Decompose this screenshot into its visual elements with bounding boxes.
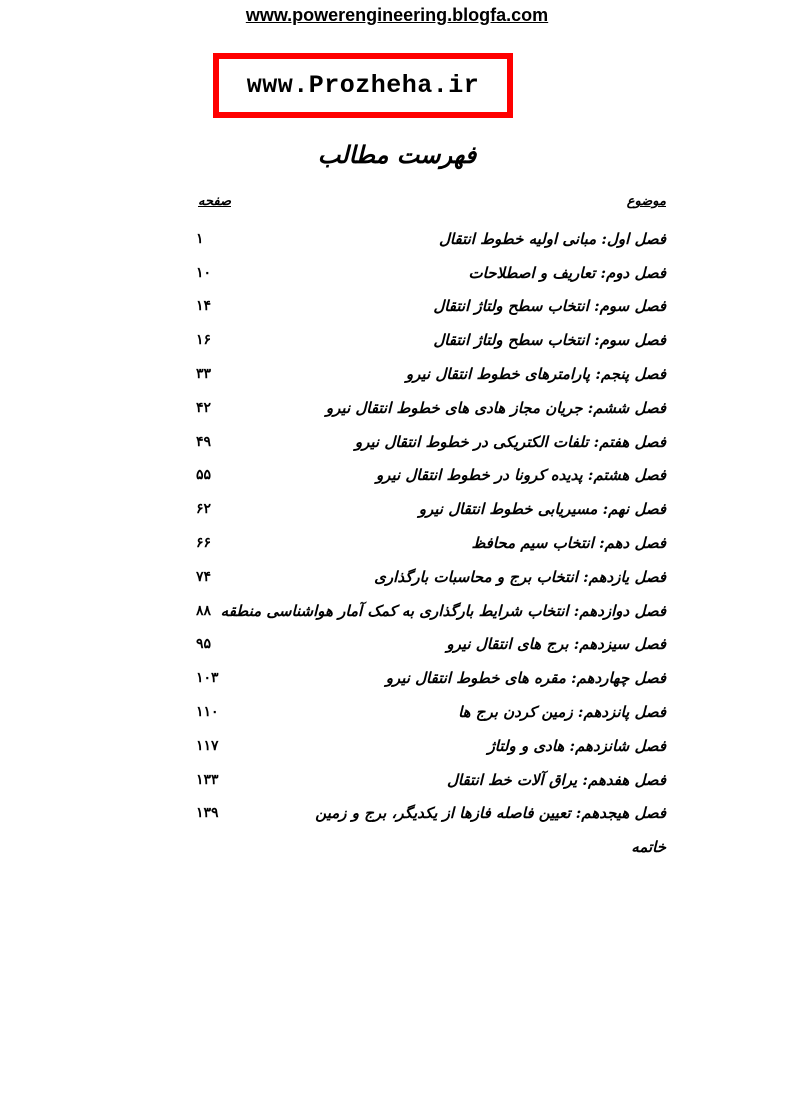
toc-chapter-title: فصل نهم: مسیریابی خطوط انتقال نیرو <box>418 500 666 519</box>
toc-chapter-title: خاتمه <box>631 838 666 857</box>
toc-page-number: ۱۴ <box>196 298 212 315</box>
toc-chapter-title: فصل هیجدهم: تعیین فاصله فازها از یکدیگر، برج و زمین <box>315 804 666 823</box>
subject-column-header: موضوع <box>626 194 666 209</box>
toc-page-number: ۸۸ <box>196 602 212 619</box>
toc-chapter-title: فصل شانزدهم: هادی و ولتاژ <box>487 736 666 755</box>
toc-chapter-title: فصل سوم: انتخاب سطح ولتاژ انتقال <box>433 297 666 316</box>
toc-chapter-title: فصل یازدهم: انتخاب برج و محاسبات بارگذاری <box>374 567 666 586</box>
toc-row <box>196 661 666 695</box>
toc-chapter-title: فصل دهم: انتخاب سیم محافظ <box>471 534 666 553</box>
toc-page-number: ۶۶ <box>196 535 212 552</box>
toc-page-number: ۴۲ <box>196 399 212 416</box>
toc-row <box>196 357 666 391</box>
toc-page-number: ۱۰ <box>196 264 212 281</box>
toc-page-number: ۷۴ <box>196 568 212 585</box>
toc-chapter-title: فصل هشتم: پدیده کرونا در خطوط انتقال نیرو <box>375 466 666 485</box>
toc-row <box>196 830 666 864</box>
toc-row <box>196 256 666 290</box>
toc-page-number: ۵۵ <box>196 467 212 484</box>
toc-chapter-title: فصل دوم: تعاریف و اصطلاحات <box>468 263 666 282</box>
toc-chapter-title: فصل ششم: جریان مجاز هادی های خطوط انتقال نیرو <box>325 398 666 417</box>
banner-text: www.Prozheha.ir <box>246 71 480 100</box>
toc-row <box>196 526 666 560</box>
page-column-header: صفحه <box>198 194 231 209</box>
toc-page-number: ۱۰۳ <box>196 670 219 687</box>
toc-page-number: ۳۳ <box>196 366 212 383</box>
toc-chapter-title: فصل پانزدهم: زمین کردن برج ها <box>458 703 666 722</box>
toc-row <box>196 763 666 797</box>
toc-row <box>196 459 666 493</box>
toc-chapter-title: فصل سوم: انتخاب سطح ولتاژ انتقال <box>433 331 666 350</box>
toc-chapter-title: فصل پنجم: پارامترهای خطوط انتقال نیرو <box>405 365 666 384</box>
site-url-link[interactable]: www.powerengineering.blogfa.com <box>245 5 549 25</box>
toc-row <box>196 492 666 526</box>
toc-chapter-title: فصل چهاردهم: مقره های خطوط انتقال نیرو <box>385 669 666 688</box>
toc-page-number: ۱ <box>196 230 204 247</box>
toc-chapter-title: فصل سیزدهم: برج های انتقال نیرو <box>446 635 666 654</box>
toc-row <box>196 391 666 425</box>
toc-chapter-title: فصل دوازدهم: انتخاب شرایط بارگذاری به کمک آمار هواشناسی منطقه <box>220 601 666 620</box>
toc-page-number: ۱۶ <box>196 332 212 349</box>
toc-row <box>196 560 666 594</box>
toc-row <box>196 797 666 831</box>
toc-page-number: ۶۲ <box>196 501 212 518</box>
toc-page-number: ۱۳۳ <box>196 771 219 788</box>
toc-list <box>196 222 666 864</box>
toc-page-number: ۴۹ <box>196 433 212 450</box>
toc-row <box>196 628 666 662</box>
toc-page-number: ۹۵ <box>196 636 212 653</box>
toc-row <box>196 695 666 729</box>
toc-row <box>196 323 666 357</box>
toc-page-number: ۱۳۹ <box>196 805 219 822</box>
toc-row <box>196 729 666 763</box>
toc-row <box>196 222 666 256</box>
toc-page-number: ۱۱۰ <box>196 704 219 721</box>
toc-chapter-title: فصل هفدهم: یراق آلات خط انتقال <box>447 770 666 789</box>
toc-row <box>196 290 666 324</box>
page-title: فهرست مطالب <box>317 140 477 169</box>
toc-chapter-title: فصل هفتم: تلفات الکتریکی در خطوط انتقال نیرو <box>354 432 666 451</box>
toc-chapter-title: فصل اول: مبانی اولیه خطوط انتقال <box>439 229 666 248</box>
toc-page-number: ۱۱۷ <box>196 737 219 754</box>
toc-row <box>196 425 666 459</box>
toc-row <box>196 594 666 628</box>
prozheha-banner <box>213 53 513 118</box>
